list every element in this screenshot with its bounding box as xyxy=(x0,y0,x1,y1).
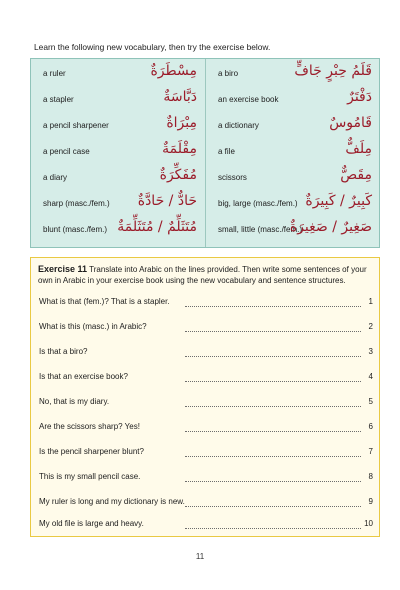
vocab-cell xyxy=(31,113,205,139)
exercise-item xyxy=(31,317,378,342)
exercise-prompt: My ruler is long and my dictionary is new. xyxy=(39,497,185,506)
arabic-term: مِلَفٌّ xyxy=(345,141,372,157)
answer-line[interactable] xyxy=(185,356,361,357)
page-number: 11 xyxy=(195,552,205,561)
exercise-prompt: What is that (fem.)? That is a stapler. xyxy=(39,297,170,306)
answer-line[interactable] xyxy=(185,406,361,407)
exercise-prompt: Is that a biro? xyxy=(39,347,88,356)
vocab-cell xyxy=(31,139,205,165)
exercise-item xyxy=(31,442,378,467)
arabic-term: مِسْطَرَةٌ xyxy=(150,63,197,79)
english-term: small, little (masc./fem.) xyxy=(218,225,303,234)
vocab-row xyxy=(31,165,379,191)
item-number: 7 xyxy=(368,447,373,456)
english-term: a ruler xyxy=(43,69,66,78)
arabic-term: صَغِيرٌ / صَغِيرَةٌ xyxy=(289,219,372,235)
arabic-term: قَلَمُ حِبْرٍ جَافٍّ xyxy=(294,63,372,79)
arabic-term: دَبَّاسَةٌ xyxy=(163,89,197,105)
item-number: 10 xyxy=(364,519,373,528)
english-term: big, large (masc./fem.) xyxy=(218,199,298,208)
vocabulary-box xyxy=(30,58,380,248)
english-term: a biro xyxy=(218,69,239,78)
vocab-cell xyxy=(206,217,380,243)
exercise-item xyxy=(31,514,378,539)
vocab-cell xyxy=(31,191,205,217)
english-term: a stapler xyxy=(43,95,74,104)
exercise-box xyxy=(30,257,380,537)
english-term: a file xyxy=(218,147,235,156)
exercise-prompt: No, that is my diary. xyxy=(39,397,110,406)
vocab-cell xyxy=(31,165,205,191)
exercise-prompt: Is that an exercise book? xyxy=(39,372,128,381)
exercise-prompt: What is this (masc.) in Arabic? xyxy=(39,322,147,331)
arabic-term: مِقَصٌّ xyxy=(340,167,372,183)
exercise-item xyxy=(31,467,378,492)
english-term: an exercise book xyxy=(218,95,279,104)
english-term: a dictionary xyxy=(218,121,259,130)
exercise-item xyxy=(31,417,378,442)
vocab-row xyxy=(31,139,379,165)
vocab-cell xyxy=(206,61,380,87)
english-term: a pencil case xyxy=(43,147,90,156)
exercise-prompt: Are the scissors sharp? Yes! xyxy=(39,422,140,431)
english-term: a diary xyxy=(43,173,68,182)
vocab-row xyxy=(31,217,379,243)
exercise-item xyxy=(31,292,378,317)
answer-line[interactable] xyxy=(185,481,361,482)
vocab-row xyxy=(31,113,379,139)
english-term: sharp (masc./fem.) xyxy=(43,199,110,208)
vocab-cell xyxy=(206,191,380,217)
exercise-header xyxy=(38,264,374,286)
vocab-cell xyxy=(31,61,205,87)
vocab-cell xyxy=(206,87,380,113)
answer-line[interactable] xyxy=(185,456,361,457)
item-number: 4 xyxy=(368,372,373,381)
vocab-cell xyxy=(206,165,380,191)
item-number: 3 xyxy=(368,347,373,356)
arabic-term: حَادٌّ / حَادَّةٌ xyxy=(137,193,197,209)
exercise-prompt: My old file is large and heavy. xyxy=(39,519,144,528)
exercise-prompt: Is the pencil sharpener blunt? xyxy=(39,447,144,456)
vocab-row xyxy=(31,87,379,113)
english-term: a pencil sharpener xyxy=(43,121,109,130)
item-number: 6 xyxy=(368,422,373,431)
vocab-row xyxy=(31,191,379,217)
exercise-title: Exercise 11 xyxy=(38,264,88,274)
item-number: 9 xyxy=(368,497,373,506)
arabic-term: دَفْتَرٌ xyxy=(347,89,372,105)
exercise-item xyxy=(31,342,378,367)
item-number: 8 xyxy=(368,472,373,481)
vocab-cell xyxy=(31,87,205,113)
item-number: 2 xyxy=(368,322,373,331)
answer-line[interactable] xyxy=(185,506,361,507)
vocab-row xyxy=(31,61,379,87)
exercise-item xyxy=(31,392,378,417)
arabic-term: مِبْرَاةٌ xyxy=(166,115,197,131)
exercise-instructions: Translate into Arabic on the lines provided. Then write some sentences of your own in Arabic in your exercise book using the new vocabulary and sentence structures. xyxy=(38,265,367,285)
english-term: blunt (masc./fem.) xyxy=(43,225,108,234)
item-number: 5 xyxy=(368,397,373,406)
answer-line[interactable] xyxy=(185,381,361,382)
vocab-cell xyxy=(206,139,380,165)
vocab-cell xyxy=(31,217,205,243)
answer-line[interactable] xyxy=(185,431,361,432)
english-term: scissors xyxy=(218,173,247,182)
vocab-cell xyxy=(206,113,380,139)
arabic-term: قَامُوسٌ xyxy=(329,115,372,131)
item-number: 1 xyxy=(368,297,373,306)
arabic-term: مِقْلَمَةٌ xyxy=(162,141,197,157)
arabic-term: كَبِيرٌ / كَبِيرَةٌ xyxy=(305,193,372,209)
answer-line[interactable] xyxy=(185,306,361,307)
exercise-item xyxy=(31,367,378,392)
intro-instructions: Learn the following new vocabulary, then try the exercise below. xyxy=(34,42,271,52)
answer-line[interactable] xyxy=(185,331,361,332)
arabic-term: مُفَكِّرَةٌ xyxy=(159,167,197,183)
exercise-prompt: This is my small pencil case. xyxy=(39,472,141,481)
answer-line[interactable] xyxy=(185,528,361,529)
arabic-term: مُتَثَلِّمٌ / مُتَثَلِّمَةٌ xyxy=(117,219,197,235)
